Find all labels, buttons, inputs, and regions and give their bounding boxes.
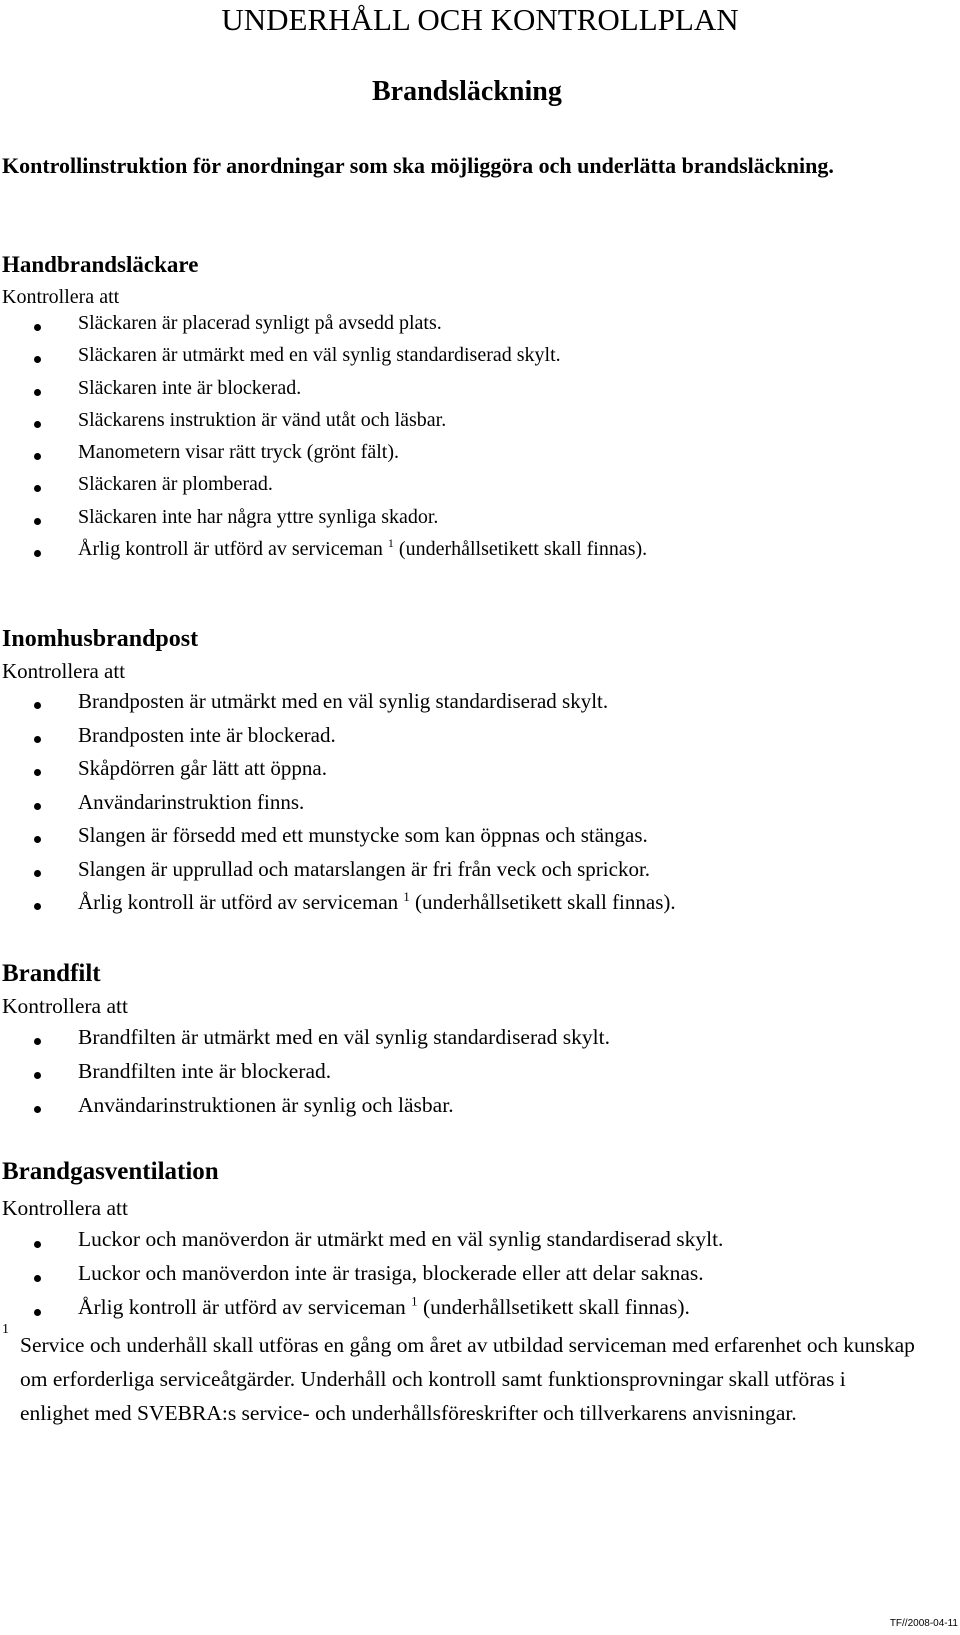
checklist-item-text [78,377,301,400]
checklist-item-tail: (underhållsetikett skall finnas). [417,1295,690,1319]
checklist-item-label: Luckor och manöverdon inte är trasiga, blockerade eller att delar saknas. [78,1261,704,1285]
checklist-item-label: Årlig kontroll är utförd av serviceman [78,1295,406,1319]
section-heading: Inomhusbrandpost [2,626,199,652]
bullet-icon [34,453,41,460]
checklist-item-label: Användarinstruktion finns. [78,789,305,814]
section-heading: Brandfilt [2,960,101,987]
checklist-item-label: Luckor och manöverdon är utmärkt med en väl synlig standardiserad skylt. [78,1227,724,1251]
checklist-item-text [78,1227,723,1252]
checklist-item-text [78,1261,704,1286]
bullet-icon [34,903,41,910]
bullet-icon [34,769,41,776]
checklist-item-label: Slangen är upprullad och matarslangen är fri från veck och sprickor. [78,856,651,881]
checklist-item-text [78,538,647,561]
bullet-icon [34,1309,41,1316]
bullet-icon [34,1072,41,1079]
checklist-item-label: Brandfilten är utmärkt med en väl synlig standardiserad skylt. [78,1025,610,1049]
section-subheading: Kontrollera att [2,994,128,1018]
checklist-item-label: Brandfilten inte är blockerad. [78,1059,332,1083]
checklist-item-text [78,857,650,882]
document-title: UNDERHÅLL OCH KONTROLLPLAN [221,2,739,37]
bullet-icon [34,356,41,363]
checklist-item-text [78,890,676,915]
bullet-icon [34,1106,41,1113]
checklist-item-label: Skåpdörren går lätt att öppna. [78,756,328,780]
checklist-item-label: Släckarens instruktion är vänd utåt och läsbar. [78,408,447,431]
checklist-item-label: Slangen är försedd med ett munstycke som kan öppnas och stängas. [78,823,648,847]
footnote-text: Service och underhåll skall utföras en gång om året av utbildad serviceman med erfarenhet och kunskap om erforderliga serviceåtgärder. Underhåll och kontroll samt funktionsprovningar skall utföras i enlighet med SVEBRA:s service- och underhållsföreskrifter och tillverkarens anvisningar. [20,1333,915,1425]
checklist-item-label: Årlig kontroll är utförd av serviceman [78,538,383,561]
checklist-item-text [78,441,399,464]
checklist-item-text [78,344,561,367]
checklist-item-text [78,723,336,748]
section-subheading: Kontrollera att [2,286,120,308]
checklist-item-label: Användarinstruktionen är synlig och läsbar. [78,1093,454,1117]
footnote-reference: 1 [387,536,394,551]
checklist-item-label: Släckaren är plomberad. [78,473,273,496]
checklist-item-label: Släckaren är placerad synligt på avsedd plats. [78,312,442,334]
bullet-icon [34,836,41,843]
checklist-item-label: Manometern visar rätt tryck (grönt fält). [78,441,399,464]
checklist-item-text [78,1295,690,1320]
checklist-item-text [78,312,442,335]
bullet-icon [34,803,41,810]
checklist-item-text [78,823,648,848]
checklist-item-tail: (underhållsetikett skall finnas). [393,538,648,561]
bullet-icon [34,550,41,557]
checklist-item-text [78,689,608,714]
checklist-item-text [78,473,273,496]
checklist-item-text [78,506,438,529]
checklist-item-text [78,790,304,815]
checklist-item-text [78,1059,331,1084]
bullet-icon [34,324,41,331]
footnote-reference: 1 [403,889,410,904]
checklist-item-tail: (underhållsetikett skall finnas). [409,890,676,914]
bullet-icon [34,485,41,492]
bullet-icon [34,870,41,877]
section-subheading: Kontrollera att [2,1196,128,1220]
checklist-item-text [78,1025,610,1050]
checklist-item-label: Brandposten är utmärkt med en väl synlig standardiserad skylt. [78,689,609,713]
section-heading: Brandgasventilation [2,1158,219,1185]
checklist-item-text [78,756,327,781]
checklist-item-label: Släckaren inte är blockerad. [78,376,302,399]
checklist-item-text [78,1093,454,1118]
checklist-item-text [78,409,446,432]
document-code: TF//2008-04-11 [889,1618,958,1629]
bullet-icon [34,702,41,709]
bullet-icon [34,518,41,525]
bullet-icon [34,389,41,396]
checklist-item-label: Släckaren är utmärkt med en väl synlig standardiserad skylt. [78,344,561,367]
footnote-marker: 1 [2,1322,9,1337]
intro-text: Kontrollinstruktion för anordningar som ska möjliggöra och underlätta brandsläckning. [2,153,834,178]
bullet-icon [34,421,41,428]
checklist-item-label: Släckaren inte har några yttre synliga skador. [78,505,439,528]
document-subtitle: Brandsläckning [372,76,562,107]
footnote-reference: 1 [411,1294,418,1309]
section-heading: Handbrandsläckare [2,252,199,277]
bullet-icon [34,736,41,743]
checklist-item-label: Årlig kontroll är utförd av serviceman [78,890,399,914]
bullet-icon [34,1241,41,1248]
checklist-item-label: Brandposten inte är blockerad. [78,722,336,747]
section-subheading: Kontrollera att [2,659,126,683]
bullet-icon [34,1275,41,1282]
bullet-icon [34,1038,41,1045]
